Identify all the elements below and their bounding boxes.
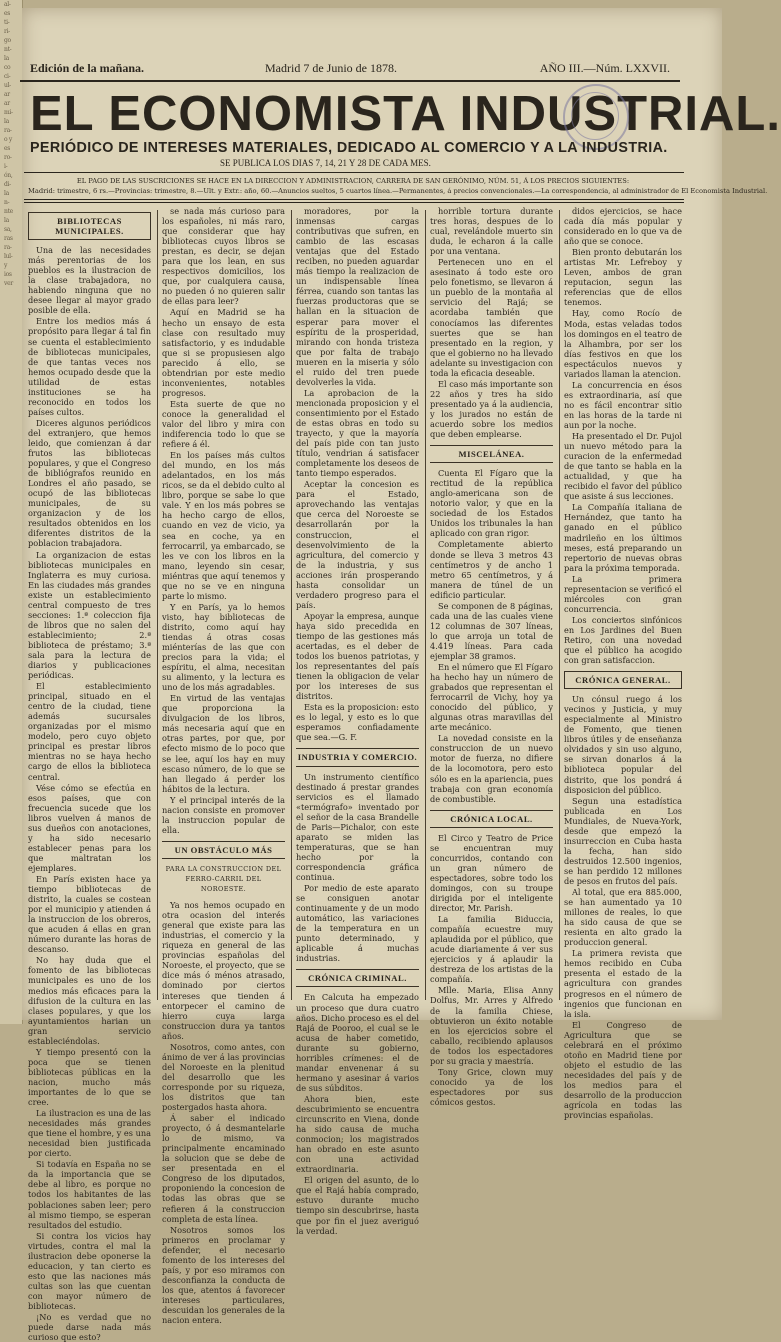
paragraph: La aprobacion de la mencionada proposicion y el consentimiento por el Estado de estas obras en todo su trayecto, y que la mayoría del país pide con tan justo título, vendrian á satisfacer completamente los deseos de tanto tiempo esperados.	[296, 387, 419, 479]
paragraph: Diceres algunos periódicos del extranjero, que hemos leido, que comienzan á dar frutos las bibliotecas populares, y que el Congreso de bibliógrafos reunido en Londres el año pasado, se ocupó de las bibliotecas municipales, de su organizacion y de los resultados obtenidos en los diferentes distritos de la poblacion trabajadora.	[28, 417, 151, 549]
masthead-subtitle: PERIÓDICO DE INTERESES MATERIALES, DEDICADO AL COMERCIO Y A LA INDUSTRIA.	[30, 140, 668, 156]
paragraph: Y en París, ya lo hemos visto, hay bibliotecas de distrito, como aquí hay tiendas á otras cosas miénterías de las que con precios para la vida; el espíritu, el alma, necesitan su alimento, y la lectura es uno de los más agradables.	[162, 601, 285, 693]
strip-fragment: ras	[4, 235, 13, 242]
edition-label: Edición de la mañana.	[30, 61, 145, 75]
paragraph: Nosotros, como antes, con ánimo de ver á las provincias del Noroeste en la plenitud del desarrollo que les corresponde por su riqueza, los distritos que tan postergados hasta ahora.	[162, 1041, 285, 1113]
paragraph: La organizacion de estas bibliotecas municipales en Inglaterra es muy curiosa. En las ciudades más grandes existe un establecimiento central compuesto de tres secciones: 1.ª coleccion fija de libros que no salen del establecimiento; 2.ª biblioteca de préstamo; 3.ª sala para la lectura de diarios y publicaciones periódicas.	[28, 549, 151, 681]
paragraph: Ya nos hemos ocupado en otra ocasion del interés general que existe para las industrias, el comercio y la riqueza en general de las provincias españolas del Noroeste, el proyecto, que se dice más ó ménos atrasado, dominado por ciertos intereses que tienden á entorpecer el camino de hierro cuya larga construccion dura ya tantos años.	[162, 900, 285, 1041]
article-body	[162, 206, 285, 835]
paragraph: Ahora bien, este descubrimiento se encuentra circunscrito en Viena, donde ha sido causa de mucha conmocion; los magistrados han obrado en este asunto con una actividad extraordinaria.	[296, 1093, 419, 1175]
adjacent-page-edge	[0, 0, 23, 1024]
article-heading: MISCELÁNEA.	[430, 445, 553, 463]
header-bar	[20, 58, 680, 82]
paragraph: Tony Grice, clown muy conocido ya de los espectadores por sus cómicos gestos.	[430, 1066, 553, 1107]
paragraph: La ilustracion es una de las necesidades más grandes que tiene el hombre, y es una necesidad bien justificada por cierto.	[28, 1108, 151, 1159]
strip-fragment: mi-	[4, 109, 13, 116]
paragraph: El Congreso de Agricultura que se celebrará en el próximo otoño en Madrid tiene por objeto el estudio de las necesidades del país y de los medios para el desarrollo de la produccion agrícola en todas las provincias españolas.	[564, 1019, 682, 1121]
dateline: Madrid 7 de Junio de 1878.	[265, 61, 397, 75]
article-body	[430, 468, 553, 804]
paragraph: Un instrumento científico destinado á prestar grandes servicios es el llamado «termógrafo» inventado por el señor de la casa Brandelle de Paris—Pichalor, con este aparato se miden las temperaturas, que se han hecho por la correspondencia gráfica continua.	[296, 771, 419, 882]
article-body	[564, 694, 682, 1120]
divider	[24, 199, 684, 200]
subscription-notice	[28, 176, 768, 196]
subscription-line-1: EL PAGO DE LAS SUSCRICIONES SE HACE EN LA DIRECCION Y ADMINISTRACION, CARRERA DE SAN GERÓNIMO, NÚM. 51, Á LOS PRECIOS SIGUIENTES:	[76, 177, 630, 185]
column-divider	[291, 210, 292, 1000]
paragraph: Esta suerte de que no conoce la generalidad el valor del libro y mira con indiferencia todo lo que se refiere á él.	[162, 398, 285, 450]
paragraph: En el número que El Fígaro ha hecho hay un número de grabados que representan el ferrocarril de Vichy, hoy ya conocido del público, y algunas otras maravillas del arte mecánico.	[430, 662, 553, 733]
paragraph: Por medio de este aparato se consiguen anotar continuamente y de un modo automático, las variaciones de la temperatura en un punto determinado, y aplicable á muchas industrias.	[296, 883, 419, 964]
paragraph: moradores, por la inmensas cargas contributivas que sufren, en cambio de las escasas ventajas que del Estado reciben, no pueden aguardar más tiempo la realizacion de un indispensable línea férrea, cuando son tantas las fuerzas productoras que se hallan en la situacion de esperar para mover el espíritu de la prosperidad, mirando con honda tristeza que por falta de trabajo mueren en la miseria y sólo el ruido del tren puede devolverles la vida.	[296, 206, 419, 387]
paragraph: El establecimiento principal, situado en el centro de la ciudad, tiene además sucursales organizadas por el mismo modelo, pero cuyo objeto principal es prestar libros mientras no se haya hecho cargo de ellos la biblioteca central.	[28, 681, 151, 782]
paragraph: Completamente abierto donde se lleva 3 metros 43 centímetros y de ancho 1 metro 65 centímetros, y á manera de túnel de un edificio particular.	[430, 539, 553, 600]
strip-fragment: ar	[4, 91, 10, 98]
strip-fragment: la	[4, 55, 9, 62]
paragraph: Y tiempo presentó con la poca que se tienen bibliotecas públicas en la nacion, mucho más importantes de lo que se cree.	[28, 1046, 151, 1108]
paragraph: La concurrencia en ésos es extraordinaria, así que no es fácil encontrar sitio en las horas de la tarde ni aun por la noche.	[564, 379, 682, 430]
paragraph: Y el principal interés de la nacion consiste en promover la instruccion popular de ella.	[162, 794, 285, 835]
paragraph: En virtud de las ventajas que proporciona la divulgacion de los libros, más necesaria aquí que en otras partes, por que, por efecto mismo de lo poco que se lee, aquí los hay en muy escaso número, de lo que se han llegado á perder los hábitos de la lectura.	[162, 693, 285, 794]
strip-fragment: nte	[4, 208, 13, 215]
issue-number: AÑO III.—Núm. LXXVII.	[539, 61, 670, 75]
strip-fragment: n-	[4, 199, 10, 206]
strip-fragment: al-	[4, 1, 11, 8]
column-2	[162, 206, 285, 1326]
strip-fragment: di-	[4, 181, 11, 188]
paragraph: La novedad consiste en la construccion de un nuevo motor de fuerza, no difiere de la locomotora, pero esto sólo es en la apariencia, pues trabaja con gran economía de combustible.	[430, 733, 553, 804]
paragraph: Se componen de 8 páginas, cada una de las cuales viene 12 columnas de 307 líneas, lo que arroja un total de 4.419 líneas. Para cada ejemplar 38 gramos.	[430, 600, 553, 661]
paragraph: se nada más curioso para los españoles, ni más raro, que considerar que hay bibliotecas cuyos libros se prestan, es decir, se dejan para que los lean, en sus respectivos domicilios, los que, por cualquiera causa, no pueden ó no quieren salir de ellas para leer?	[162, 206, 285, 307]
column-divider	[425, 210, 426, 1000]
paragraph: La primera revista que hemos recibido en Cuba presenta el estado de la agricultura con grandes progresos en el número de ingenios que funcionan en la isla.	[564, 948, 682, 1019]
paragraph: La primera representacion se verificó el miércoles con gran concurrencia.	[564, 573, 682, 614]
paragraph: Si todavía en España no se da la importancia que se debe al libro, es porque no todos los habitantes de las poblaciones saben leer; pero al mismo tiempo, se esperan resultados del estudio.	[28, 1159, 151, 1230]
paragraph: horrible tortura durante tres horas, despues de lo cual, revelándole muerto sin duda, le echaron á la calle por una ventana.	[430, 206, 553, 257]
paragraph: Los conciertos sinfónicos en Los Jardines del Buen Retiro, con una novedad que el público ha acogido con gran satisfaccion.	[564, 614, 682, 666]
paragraph: Un cónsul ruego á los vecinos y Justicia, y muy especialmente al Ministro de Fomento, que tienen libros útiles y de enseñanza olvidados y sin uso alguno, se sirvan donarlos á la biblioteca popular del distrito, que los pondrá á disposicion del público.	[564, 694, 682, 795]
paragraph: Cuenta El Fígaro que la rectitud de la república anglo-americana son de notorio valor, y que en la sociedad de los Estados Unidos los tribunales la han aplicado con gran rigor.	[430, 468, 553, 539]
strip-fragment: es	[4, 145, 11, 152]
paragraph: Ha presentado el Dr. Pujol un nuevo método para la curacion de la enfermedad de que tanto se habla en la actualidad, y que ha recibido el favor del público que asiste á sus lecciones.	[564, 431, 682, 502]
article-heading: CRÓNICA GENERAL.	[564, 671, 682, 689]
article-body	[296, 992, 419, 1235]
article-body	[28, 245, 151, 1342]
paragraph: Al total, que era 885.000, se han aumentado ya 10 millones de reales, lo que ha sido causa de que se resienta en alto grado la produccion general.	[564, 887, 682, 948]
divider	[24, 202, 684, 203]
article-heading: CRÓNICA CRIMINAL.	[296, 969, 419, 987]
strip-fragment: sa,	[4, 226, 12, 233]
article-heading: INDUSTRIA Y COMERCIO.	[296, 748, 419, 766]
strip-fragment: lul-	[4, 253, 13, 260]
strip-fragment: ar	[4, 100, 10, 107]
strip-fragment: i-	[4, 163, 8, 170]
paragraph: Á saber el indicado proyecto, ó á desmantelarle lo de mismo, va principalmente encaminado la solucion que se debe de ser presentada en el Congreso de los diputados, proponiendo la concesion de todas las obras que se refieren á la construccion completa de esta línea.	[162, 1113, 285, 1224]
column-divider	[559, 210, 560, 1000]
strip-fragment: ti-	[4, 19, 10, 26]
strip-fragment: nt-	[4, 46, 12, 53]
paragraph: Aceptar la concesion es para el Estado, aprovechando las ventajas que cerca del Noroeste se desarrollarán por la construccion, el desenvolvimiento de la agricultura, del comercio y de la industria, y sus acciones irán prosperando hasta consolidar un verdadero progreso para el país.	[296, 479, 419, 610]
paragraph: El origen del asunto, de lo que el Rajá había comprado, estuvo durante mucho tiempo sin descubrirse, hasta que por fin el juez averiguó la verdad.	[296, 1175, 419, 1236]
paragraph: La Compañía italiana de Hernández, que tanto ha ganado en el público madrileño en los últimos meses, está preparando un repertorio de nuevas obras para la próxima temporada.	[564, 502, 682, 573]
strip-fragment: la	[4, 217, 9, 224]
article-body	[162, 900, 285, 1325]
paragraph: Hay, como Rocío de Moda, estas veladas todos los domingos en el teatro de la Alhambra, por ser los días festivos en que los espectáculos nuevos y variados llaman la atencion.	[564, 308, 682, 379]
article-body	[296, 772, 419, 964]
paragraph: Entre los medios más á propósito para llegar á tal fin se cuenta el establecimiento de bibliotecas municipales, de que tantas veces nos hemos ocupado desde que la utilidad de estas instituciones se ha reconocido en todos los países cultos.	[28, 316, 151, 417]
column-divider	[157, 210, 158, 1000]
masthead-title: EL ECONOMISTA INDUSTRIAL.	[30, 87, 781, 141]
strip-fragment: ri-	[4, 28, 10, 35]
article-heading: UN OBSTÁCULO MÁS	[162, 841, 285, 859]
strip-fragment: es	[4, 10, 11, 17]
paragraph: En París existen hace ya tiempo bibliotecas de distrito, la cuales se costean por el municipio y atienden á la instruccion de los obreros, que acuden á ellas en gran número durante las horas de descanso.	[28, 874, 151, 955]
strip-fragment: ci-	[4, 73, 11, 80]
article-body	[430, 833, 553, 1107]
column-5	[564, 206, 682, 1121]
column-3	[296, 206, 419, 1236]
paragraph: Aquí en Madrid se ha hecho un ensayo de esta clase con resultado muy satisfactorio, y es indudable que si se propusiesen algo parecido á ello, se obtendrian por este medio inconvenientes, notables progresos.	[162, 307, 285, 398]
strip-fragment: o y	[4, 136, 13, 143]
paragraph: La familia Biduccia, compañía ecuestre muy aplaudida por el público, que acude diariamente á ver sus ejercicios y á aplaudir la destreza de los artistas de la compañía.	[430, 914, 553, 985]
paragraph: El caso más importante son 22 años y tres ha sido presentado ya á la audiencia, y los jurados no están de acuerdo sobre los medios que deben emplearse.	[430, 378, 553, 440]
strip-fragment: ios	[4, 271, 12, 278]
paragraph: No hay duda que el fomento de las bibliotecas municipales es uno de los medios más eficaces para la difusion de la cultura en las clases populares, y que los ayuntamientos harian un gran servicio estableciéndolas.	[28, 955, 151, 1046]
divider	[24, 172, 684, 173]
paragraph: Esta es la proposicion: esto es lo legal, y esto es lo que esperamos confiadamente que sea.—G. F.	[296, 702, 419, 743]
strip-fragment: ver	[4, 280, 13, 287]
strip-fragment: ón,	[4, 172, 13, 179]
article-heading: BIBLIOTECAS MUNICIPALES.	[28, 212, 151, 240]
strip-fragment: la	[4, 190, 9, 197]
article-heading: CRÓNICA LOCAL.	[430, 810, 553, 828]
paragraph: Pertenecen uno en el asesinato á todo este oro pelo fonetismo, se llevaron á un pueblo de la montaña al servicio del Rajá; se acordaba también que conocíamos las diferentes suertes que se han presentado en la region, y que el gobierno no ha llevado adelante su investigacion con toda la eficacia deseable.	[430, 257, 553, 378]
strip-fragment: la	[4, 118, 9, 125]
paragraph: Mlle. Maria, Elisa Anny Dolfus, Mr. Arres y Alfredo de la familia Chiese, obtuvieron un éxito notable en los ejercicios sobre el caballo, recibiendo aplausos de todos los espectadores por su gracia y maestría.	[430, 985, 553, 1066]
strip-fragment: y	[4, 262, 8, 269]
paragraph: ¡No es verdad que no puede darse nada más curioso que esto?	[28, 1312, 151, 1342]
paragraph: Vése cómo se efectúa en esos países, que con frecuencia sucede que los libros vuelven á manos de sus dueños con anotaciones, y ha sido necesario establecer penas para los que maltratan los ejemplares.	[28, 782, 151, 873]
strip-fragment: ro-	[4, 154, 12, 161]
subscription-line-2: Madrid: trimestre, 6 rs.—Provincias: trimestre, 8.—Ult. y Extr.: año, 60.—Anuncios sueltos, 5 cuartos línea.—Permanentes, á precios convencionales.—La correspondencia, al administrador de El Economista Industrial.	[28, 187, 768, 195]
article-body	[430, 206, 553, 439]
paragraph: El Circo y Teatro de Price se encuentran muy concurridos, contando con un gran número de espectadores, sobre todo los domingos, con su troupe dirigida por el inteligente director, Mr. Parish.	[430, 832, 553, 914]
strip-fragment: go	[4, 37, 11, 44]
article-columns	[26, 206, 684, 1342]
paragraph: didos ejercicios, se hace cada día más popular y considerado en lo que va de año que se conoce.	[564, 206, 682, 247]
paragraph: En los países más cultos del mundo, en los más adelantados, en los más ricos, se da el debido culto al libro, porque se sabe lo que vale. Y en los más pobres se ha hecho cargo de ellos, cuando en vez de vicio, ya sea en coche, ya en ferrocarril, ya embarcado, se les ve con los libros en la mano, leyendo sin cesar, miéntras que aquí tenemos y que no se ve en ninguna parte lo mismo.	[162, 450, 285, 601]
column-4	[430, 206, 553, 1107]
paragraph: Nosotros somos los primeros en proclamar y defender, el necesario fomento de los intereses del país, y por eso miramos con desconfianza la conducta de los que, atentos á favorecer intereses particulares, descuidan los generales de la nacion entera.	[162, 1224, 285, 1326]
column-1	[28, 206, 151, 1342]
paragraph: Apoyar la empresa, aunque haya sido precedida en tiempo de las gestiones más acertadas, es el deber de todos los buenos patriotas, y los representantes del país tienen la obligacion de velar por los intereses de sus distritos.	[296, 610, 419, 702]
article-body	[564, 206, 682, 665]
paragraph: En Calcuta ha empezado un proceso que dura cuatro años. Dicho proceso es el del Rajá de Pooroo, el cual se le acusa de haber cometido, durante su gobierno, horribles crímenes: el de mandar envenenar á su hermano y asesinar á varios de sus súbditos.	[296, 992, 419, 1093]
strip-fragment: ra-	[4, 244, 12, 251]
paragraph: Si contra los vicios hay virtudes, contra el mal la ilustracion debe oponerse la educacion, y tan cierto es esto que las naciones más cultas son las que cuentan con mayor número de bibliotecas.	[28, 1230, 151, 1311]
strip-fragment: ra-	[4, 127, 12, 134]
article-subheading: PARA LA CONSTRUCCION DEL FERRO-CARRIL DEL NOROESTE.	[165, 864, 282, 894]
strip-fragment: co	[4, 64, 11, 71]
paragraph: Una de las necesidades más perentorias de los pueblos es la ilustracion de la clase trabajadora, no habiendo ninguna que no desee llegar al mayor grado posible de ella.	[28, 245, 151, 316]
strip-fragment: ul-	[4, 82, 11, 89]
article-body	[296, 206, 419, 742]
paragraph: Segun una estadística publicada en Los Mundiales, de Nueva-York, desde que empezó la insurreccion en Cuba hasta la fecha, han sido destruidos 12.500 ingenios, se han perdido 12 millones de pesos en frutos del país.	[564, 795, 682, 886]
paragraph: Bien pronto debutarán los artistas Mr. Lefreboy y Leven, ambos de gran reputacion, segun las referencias que de ellos tenemos.	[564, 247, 682, 308]
publication-days: SE PUBLICA LOS DIAS 7, 14, 21 Y 28 DE CADA MES.	[220, 158, 431, 168]
